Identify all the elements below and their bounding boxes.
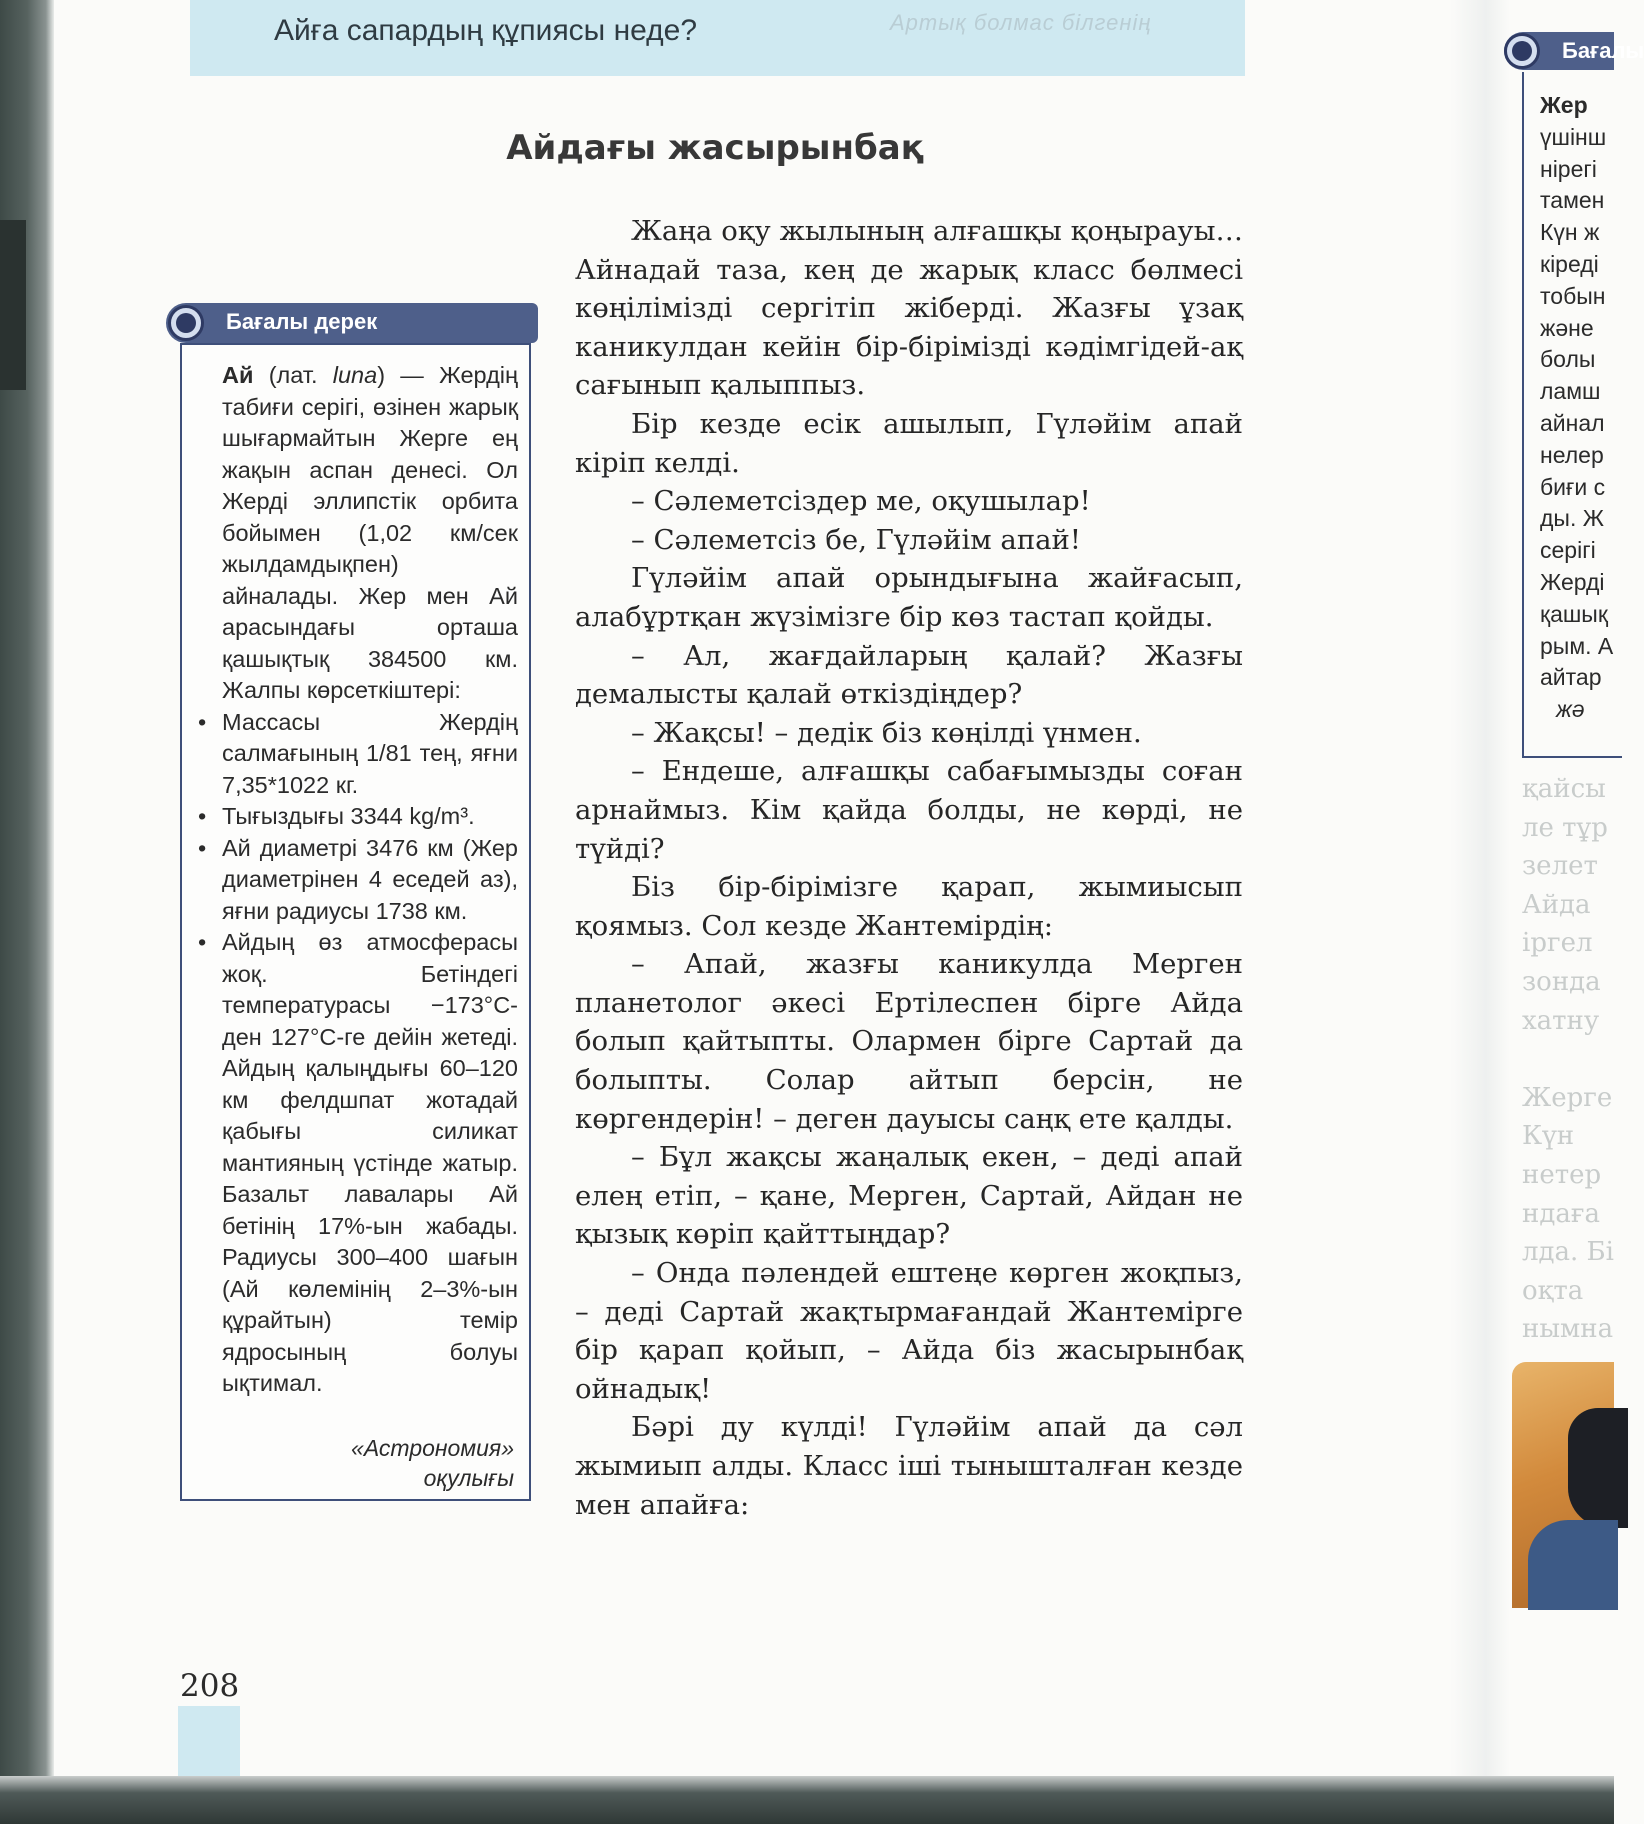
fact-list (222, 707, 518, 1400)
header-ghost-text: Артық болмас білгенің (890, 10, 1152, 35)
illustration-figure-hair (1568, 1408, 1628, 1528)
right-page-bleed-line (1522, 1040, 1614, 1079)
right-page-bleed-line: ле тұр (1522, 812, 1608, 843)
right-page-line: Жер (1540, 92, 1588, 118)
story-paragraph: – Сәлеметсіздер ме, оқушылар! (631, 485, 1091, 518)
right-page-line: нелер (1540, 441, 1604, 468)
right-page-bleed-line: лда. Бі (1522, 1237, 1614, 1268)
right-page-bleed-line: хатну (1522, 1005, 1600, 1036)
right-page-bleed-line: оқта (1522, 1275, 1584, 1306)
page-number: 208 (180, 1668, 240, 1704)
right-page-line: серігі (1540, 537, 1596, 564)
fact-source (300, 1433, 514, 1493)
right-page-line: тобын (1540, 282, 1606, 309)
fact-source-line: оқулығы (423, 1465, 514, 1491)
fact-box-heading: Бағалы дерек (226, 309, 378, 334)
fact-item: • Айдың өз атмосферасы жоқ. Бетіндегі температурасы −173°C-ден 127°C-ге дейін жетеді. Айдың қалыңдығы 60–120 км фелдшпат жотадай қабығы силикат мантияның үстінде жатыр. Базальт лавалары Ай бетінің 17%-ын жабады. Радиусы 300–400 шағын (Ай көлемінің 2–3%-ын құрайтын) темір ядросының болуы ықтимал. (222, 927, 518, 1400)
book-gutter (1450, 0, 1510, 1776)
right-page-bleed-line: іргел (1522, 928, 1593, 959)
fact-box-text (222, 360, 518, 1400)
fact-item: • Массасы Жердің салмағының 1/81 тең, яғни 7,35*1022 кг. (222, 707, 518, 802)
fact-source-line: «Астрономия» (351, 1435, 514, 1461)
fact-intro (222, 360, 518, 707)
fact-item: • Ай диаметрі 3476 км (Жер диаметрінен 4 еседей аз), яғни радиусы 1738 км. (222, 833, 518, 928)
story-paragraph: – Ал, жағдайларың қалай? Жазғы демалысты қалай өткіздіңдер? (575, 639, 1243, 711)
story-paragraph: Бәрі ду күлді! Гүләйім апай да сәл жымиып алды. Класс іші тынышталған кезде мен апайға: (575, 1411, 1243, 1521)
right-page-line: және (1540, 314, 1594, 341)
right-page-line: кіреді (1540, 250, 1599, 277)
right-page-line: жә (1556, 696, 1585, 723)
right-page-bleed-line: Жерге (1522, 1082, 1613, 1113)
right-page-bleed-line: нетер (1522, 1159, 1602, 1190)
right-page-line: қашық (1540, 600, 1608, 627)
right-page-line: айтар (1540, 664, 1602, 691)
fact-intro-rest: ) — Жердің табиғи серігі, өзінен жарық шығармайтын Жерге ең жақын аспан денесі. Ол Жерді эллипстік орбита бойымен (1,02 км/сек жылдамдықпен) айналады. Жер мен Ай арасындағы орташа қашықтық 384500 км. Жалпы көрсеткіштері: (222, 362, 519, 703)
circle-bullet-icon (168, 305, 204, 341)
story-text (575, 212, 1243, 1524)
right-page-bleed-line: ндаға (1522, 1198, 1600, 1229)
story-paragraph: Бір кезде есік ашылып, Гүләйім апай кіріп келді. (575, 407, 1243, 479)
right-page-bleed-line: қайсы (1522, 774, 1606, 804)
story-paragraph: Біз бір-бірімізге қарап, жымиысып қоямыз. Сол кезде Жантемірдің: (575, 871, 1243, 942)
right-page-bleed-line: Күн (1522, 1121, 1575, 1152)
right-page-line: тамен (1540, 187, 1605, 214)
right-page-line: болы (1540, 346, 1596, 373)
story-paragraph: – Апай, жазғы каникулда Мерген планетолог әкесі Ертілеспен бірге Айда болып қайтыпты. Олармен бірге Сартай да болыпты. Солар айтып берсін, не көргендерін! – деген дауысы саңқ ете қалды. (575, 948, 1243, 1135)
story-paragraph: Гүләйім апай орындығына жайғасып, алабұртқан жүзімізге бір көз тастап қойды. (575, 562, 1243, 633)
right-page-fact-text (1540, 90, 1614, 726)
fact-item: • Тығыздығы 3344 kg/m³. (222, 801, 518, 833)
story-paragraph: Жаңа оқу жылының алғашқы қоңырауы… Айнадай таза, кең де жарық класс бөлмесі көңілімізді сергітіп жіберді. Жазғы ұзақ каникулдан кейін бір-бірімізді кәдімгідей-ақ сағынып қалыппыз. (575, 215, 1243, 402)
right-page-line: Жерді (1540, 568, 1605, 595)
right-page-bleed-line: зонда (1522, 966, 1601, 997)
story-paragraph: – Ендеше, алғашқы сабағымызды соған арнаймыз. Кім қайда болды, не көрді, не түйді? (575, 755, 1243, 865)
page-number-bar (178, 1706, 240, 1776)
page-title: Айдағы жасырынбақ (506, 128, 924, 168)
right-page-line: нірегі (1540, 155, 1597, 182)
right-page-line: ламш (1540, 378, 1601, 405)
right-page-line: ды. Ж (1540, 505, 1604, 532)
scan-edge-shadow (0, 220, 26, 390)
right-page-bleed-line: нымна (1522, 1314, 1614, 1345)
fact-lat-prefix: (лат. (253, 362, 333, 388)
right-page-line: айнал (1540, 409, 1605, 436)
right-page-line: Күн ж (1540, 219, 1600, 246)
circle-bullet-icon (1504, 33, 1540, 69)
fact-lat-word: luna (332, 362, 378, 388)
scan-edge-bottom (0, 1776, 1614, 1824)
story-paragraph: – Онда пәлендей ештеңе көрген жоқпыз, – деді Сартай жақтырмағандай Жантемірге бір қарап қойып, – Айда біз жасырынбақ ойнадық! (575, 1257, 1243, 1405)
right-page-line: үшінш (1540, 123, 1607, 150)
fact-term: Ай (222, 362, 254, 388)
story-paragraph: – Жақсы! – дедік біз көңілді үнмен. (631, 716, 1142, 749)
right-page-bleed-line: Айда (1522, 889, 1591, 920)
right-page-bleed-text (1522, 770, 1614, 1345)
section-title: Айға сапардың құпиясы неде? (274, 14, 698, 47)
right-page-line: биғи с (1540, 473, 1606, 500)
story-paragraph: – Сәлеметсіз бе, Гүләйім апай! (631, 523, 1081, 556)
illustration-figure-body (1528, 1520, 1618, 1610)
story-paragraph: – Бұл жақсы жаңалық екен, – деді апай елең етіп, – қане, Мерген, Сартай, Айдан не қызық көріп қайттыңдар? (575, 1141, 1243, 1251)
right-page-line: рым. А (1540, 632, 1614, 659)
right-page-bleed-line: зелет (1522, 851, 1598, 882)
right-page-heading: Бағалы (1562, 38, 1644, 63)
